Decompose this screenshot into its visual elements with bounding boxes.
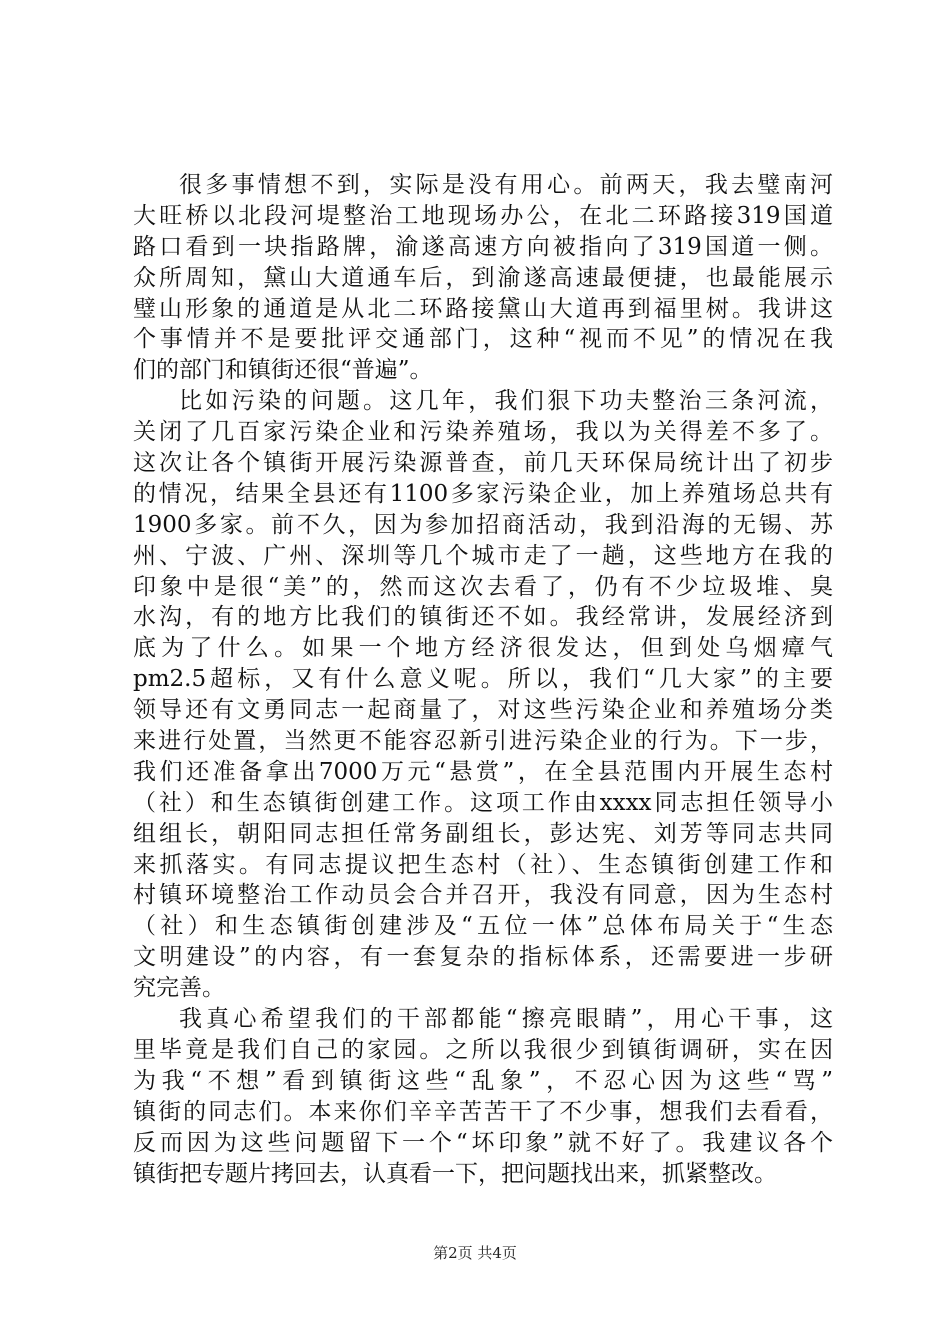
paragraph-line: 里毕竟是我们自己的家园。之所以我很少到镇街调研，实在因 bbox=[133, 1036, 833, 1063]
paragraph bbox=[133, 170, 833, 386]
paragraph-line: 水沟，有的地方比我们的镇街还不如。我经常讲，发展经济到 bbox=[133, 604, 833, 631]
paragraph-line: 众所周知，黛山大道通车后，到渝遂高速最便捷，也最能展示 bbox=[133, 264, 833, 291]
paragraph-line: 我们还准备拿出7000万元“悬赏”，在全县范围内开展生态村 bbox=[133, 758, 833, 785]
paragraph-line: （社）和生态镇街创建涉及“五位一体”总体布局关于“生态 bbox=[133, 913, 833, 940]
paragraph-line: 路口看到一块指路牌，渝遂高速方向被指向了319国道一侧。 bbox=[133, 233, 833, 260]
paragraph-line: 文明建设”的内容，有一套复杂的指标体系，还需要进一步研 bbox=[133, 944, 833, 971]
paragraph bbox=[133, 386, 833, 1004]
paragraph-line: 来进行处置，当然更不能容忍新引进污染企业的行为。下一步， bbox=[133, 728, 833, 755]
paragraph-line: 这次让各个镇街开展污染源普查，前几天环保局统计出了初步 bbox=[133, 450, 833, 477]
paragraph-line: 反而因为这些问题留下一个“坏印象”就不好了。我建议各个 bbox=[133, 1129, 833, 1156]
paragraph-line: 个事情并不是要批评交通部门，这种“视而不见”的情况在我 bbox=[133, 326, 833, 353]
paragraph-line: 的情况，结果全县还有1100多家污染企业，加上养殖场总共有 bbox=[133, 480, 833, 507]
paragraph-line: 印象中是很“美”的，然而这次去看了，仍有不少垃圾堆、臭 bbox=[133, 573, 833, 600]
paragraph-line: 领导还有文勇同志一起商量了，对这些污染企业和养殖场分类 bbox=[133, 697, 833, 724]
paragraph-line: 村镇环境整治工作动员会合并召开，我没有同意，因为生态村 bbox=[133, 882, 833, 909]
paragraph-line: 我真心希望我们的干部都能“擦亮眼睛”，用心干事，这 bbox=[179, 1006, 833, 1033]
paragraph-line: 比如污染的问题。这几年，我们狠下功夫整治三条河流， bbox=[179, 388, 833, 415]
paragraph-line: 们的部门和镇街还很“普遍”。 bbox=[133, 357, 433, 384]
document-body bbox=[133, 170, 833, 1189]
page-footer: 第2页 共4页 bbox=[433, 1244, 517, 1262]
paragraph-line: 璧山形象的通道是从北二环路接黛山大道再到福里树。我讲这 bbox=[133, 295, 833, 322]
paragraph-line: 来抓落实。有同志提议把生态村（社）、生态镇街创建工作和 bbox=[133, 851, 833, 878]
paragraph-line: 究完善。 bbox=[133, 975, 225, 1002]
paragraph-line: 镇街的同志们。本来你们辛辛苦苦干了不少事，想我们去看看， bbox=[133, 1098, 833, 1125]
paragraph-line: 1900多家。前不久，因为参加招商活动，我到沿海的无锡、苏 bbox=[133, 511, 833, 538]
paragraph-line: 关闭了几百家污染企业和污染养殖场，我以为关得差不多了。 bbox=[133, 419, 833, 446]
paragraph-line: pm2.5超标，又有什么意义呢。所以，我们“几大家”的主要 bbox=[133, 666, 833, 693]
paragraph bbox=[133, 1004, 833, 1189]
paragraph-line: 组组长，朝阳同志担任常务副组长，彭达宪、刘芳等同志共同 bbox=[133, 820, 833, 847]
paragraph-line: 镇街把专题片拷回去，认真看一下，把问题找出来，抓紧整改。 bbox=[133, 1160, 777, 1187]
paragraph-line: （社）和生态镇街创建工作。这项工作由xxxx同志担任领导小 bbox=[133, 789, 833, 816]
paragraph-line: 底为了什么。如果一个地方经济很发达，但到处乌烟瘴气 bbox=[133, 635, 833, 662]
paragraph-line: 很多事情想不到，实际是没有用心。前两天，我去璧南河 bbox=[179, 172, 833, 198]
paragraph-line: 为我“不想”看到镇街这些“乱象”，不忍心因为这些“骂” bbox=[133, 1067, 833, 1094]
paragraph-line: 州、宁波、广州、深圳等几个城市走了一趟，这些地方在我的 bbox=[133, 542, 833, 569]
paragraph-line: 大旺桥以北段河堤整治工地现场办公，在北二环路接319国道 bbox=[133, 202, 833, 229]
